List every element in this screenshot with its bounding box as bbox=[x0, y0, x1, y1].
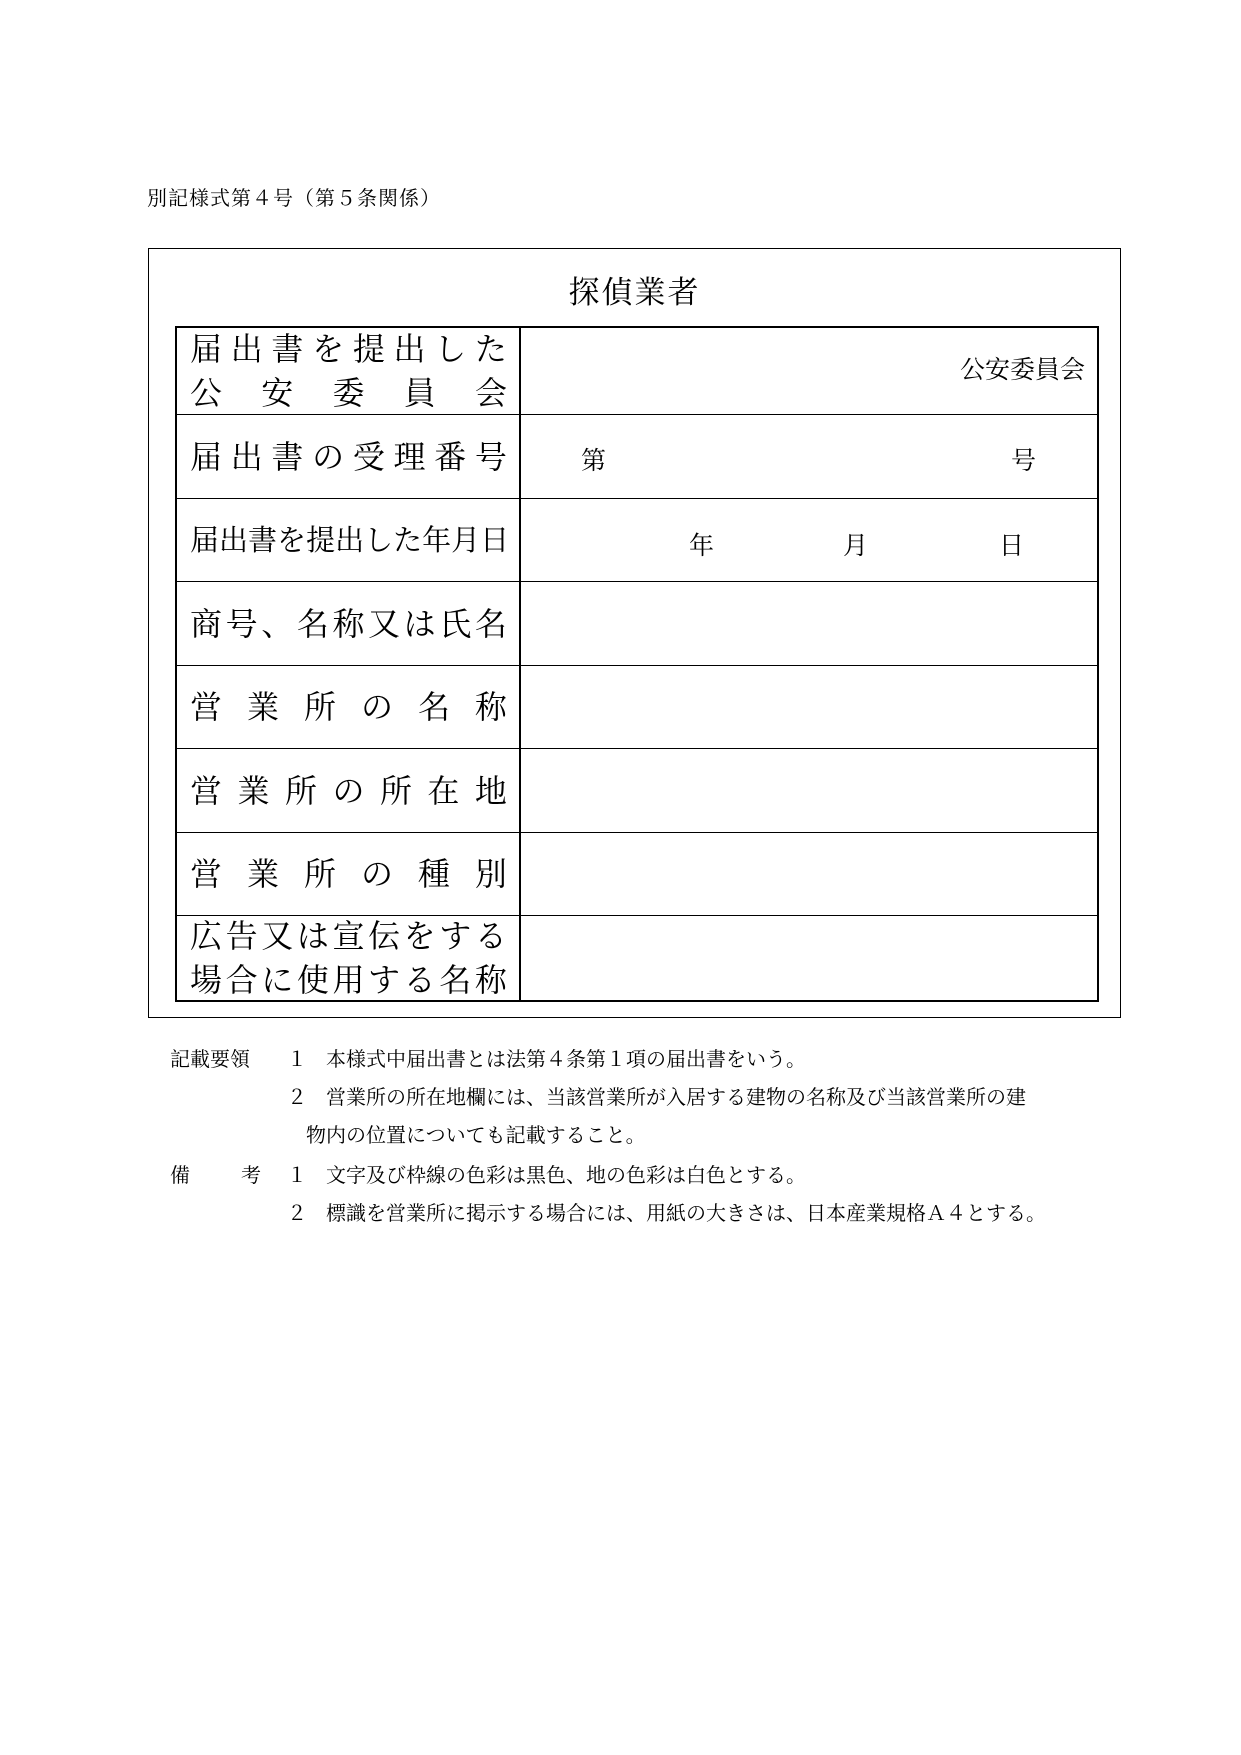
value-receipt-number bbox=[521, 415, 1097, 498]
header-commission-line1: 届 出 書 を 提 出 し た bbox=[190, 330, 507, 368]
header-office-address bbox=[177, 749, 521, 832]
table-row-commission bbox=[177, 328, 1097, 414]
date-day: 日 bbox=[999, 531, 1025, 560]
table-row-submission-date bbox=[177, 498, 1097, 581]
sign-title: 探偵業者 bbox=[568, 275, 701, 311]
value-trade-name bbox=[521, 582, 1097, 665]
value-advertising-name bbox=[521, 916, 1097, 1000]
kisai-item-2-num: ２ bbox=[287, 1085, 307, 1109]
biko-item-1-num: １ bbox=[287, 1163, 307, 1187]
header-advertising-name bbox=[177, 916, 521, 1000]
receipt-prefix: 第 bbox=[581, 446, 607, 475]
header-commission bbox=[177, 328, 521, 414]
biko-item-2-num: ２ bbox=[287, 1201, 307, 1225]
value-office-address bbox=[521, 749, 1097, 832]
header-submission-date-text: 届 出 書 を 提 出 し た 年 月 日 bbox=[190, 523, 510, 557]
form-number-label: 別記様式第４号（第５条関係） bbox=[147, 186, 441, 210]
header-commission-line2: 公 安 委 員 会 bbox=[190, 374, 507, 412]
kisai-item-2-text-line2: 物内の位置についても記載すること。 bbox=[306, 1123, 646, 1147]
table-row-office-name bbox=[177, 665, 1097, 748]
date-year: 年 bbox=[689, 531, 715, 560]
header-advertising-line2: 場 合 に 使 用 す る 名 称 bbox=[190, 961, 507, 999]
header-office-name bbox=[177, 666, 521, 748]
sign-table bbox=[175, 326, 1099, 1002]
date-month: 月 bbox=[843, 531, 869, 560]
table-row-receipt-number bbox=[177, 414, 1097, 498]
table-row-trade-name bbox=[177, 581, 1097, 665]
table-row-office-address bbox=[177, 748, 1097, 832]
header-receipt-number bbox=[177, 415, 521, 498]
receipt-suffix: 号 bbox=[1011, 446, 1037, 475]
header-advertising-line1: 広 告 又 は 宣 伝 を す る bbox=[190, 917, 507, 955]
header-trade-name-text: 商 号 、 名 称 又 は 氏 名 bbox=[190, 604, 507, 643]
table-row-office-type bbox=[177, 832, 1097, 915]
biko-item-1-text: 文字及び枠線の色彩は黒色、地の色彩は白色とする。 bbox=[326, 1163, 806, 1187]
header-office-type-text: 営 業 所 の 種 別 bbox=[190, 855, 507, 893]
value-office-name bbox=[521, 666, 1097, 748]
header-trade-name bbox=[177, 582, 521, 665]
value-commission bbox=[521, 328, 1097, 414]
commission-suffix: 公安委員会 bbox=[959, 355, 1085, 384]
kisai-item-1-num: １ bbox=[287, 1047, 307, 1071]
header-submission-date bbox=[177, 499, 521, 581]
kisai-item-2-text-line1: 営業所の所在地欄には、当該営業所が入居する建物の名称及び当該営業所の建 bbox=[326, 1085, 1026, 1109]
header-office-address-text: 営 業 所 の 所 在 地 bbox=[190, 771, 507, 810]
table-row-advertising-name bbox=[177, 915, 1097, 1000]
biko-label-2: 考 bbox=[241, 1163, 261, 1187]
header-receipt-number-text: 届 出 書 の 受 理 番 号 bbox=[190, 437, 507, 476]
header-office-type bbox=[177, 833, 521, 915]
value-office-type bbox=[521, 833, 1097, 915]
biko-item-2-text: 標識を営業所に掲示する場合には、用紙の大きさは、日本産業規格Ａ４とする。 bbox=[326, 1201, 1046, 1225]
kisai-item-1-text: 本様式中届出書とは法第４条第１項の届出書をいう。 bbox=[326, 1047, 806, 1071]
biko-label-1: 備 bbox=[170, 1163, 190, 1187]
header-office-name-text: 営 業 所 の 名 称 bbox=[190, 688, 507, 726]
value-submission-date bbox=[521, 499, 1097, 581]
kisai-label: 記載要領 bbox=[170, 1047, 250, 1071]
